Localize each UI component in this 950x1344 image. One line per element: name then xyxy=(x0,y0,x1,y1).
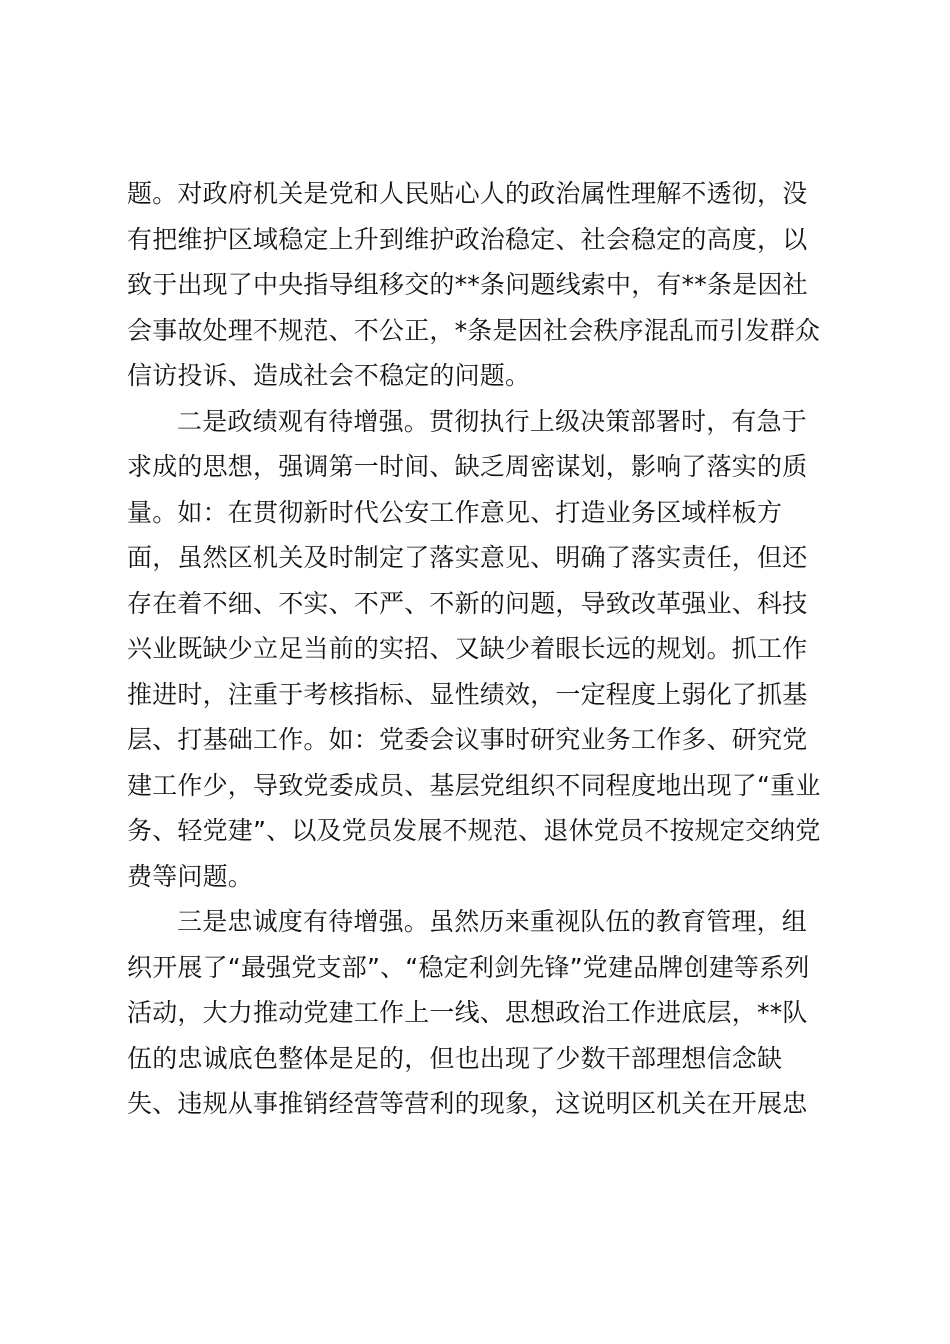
text-line: 题。对政府机关是党和人民贴心人的政治属性理解不透彻，没 xyxy=(127,179,808,208)
text-line: 信访投诉、造成社会不稳定的问题。 xyxy=(127,361,531,390)
text-line: 存在着不细、不实、不严、不新的问题，导致改革强业、科技 xyxy=(127,588,808,618)
text-line: 量。如：在贯彻新时代公安工作意见、打造业务区域样板方 xyxy=(127,497,783,527)
paragraph-1 xyxy=(127,171,837,399)
text-line: 活动，大力推动党建工作上一线、思想政治工作进底层，**队 xyxy=(127,998,808,1027)
paragraph-2 xyxy=(127,399,837,900)
paragraph-heading-line: 三是忠诚度有待增强。虽然历来重视队伍的教育管理，组 xyxy=(177,907,808,936)
text-line: 建工作少，导致党委成员、基层党组织不同程度地出现了“重业 xyxy=(127,770,821,800)
text-line: 有把维护区域稳定上升到维护政治稳定、社会稳定的高度，以 xyxy=(127,224,808,254)
paragraph-heading-line: 二是政绩观有待增强。贯彻执行上级决策部署时，有急于 xyxy=(177,406,808,436)
text-line: 费等问题。 xyxy=(127,861,254,891)
text-line: 务、轻党建”、以及党员发展不规范、退休党员不按规定交纳党 xyxy=(127,816,821,845)
text-line: 求成的思想，强调第一时间、缺乏周密谋划，影响了落实的质 xyxy=(127,452,808,481)
text-line: 致于出现了中央指导组移交的**条问题线索中，有**条是因社 xyxy=(127,270,808,299)
text-line: 会事故处理不规范、不公正，*条是因社会秩序混乱而引发群众 xyxy=(127,315,821,345)
text-line: 伍的忠诚底色整体是足的，但也出现了少数干部理想信念缺 xyxy=(127,1043,783,1073)
text-line: 层、打基础工作。如：党委会议事时研究业务工作多、研究党 xyxy=(127,725,808,754)
text-line: 面，虽然区机关及时制定了落实意见、明确了落实责任，但还 xyxy=(127,543,808,572)
text-line: 织开展了“最强党支部”、“稳定利剑先锋”党建品牌创建等系列 xyxy=(127,952,810,982)
paragraph-3 xyxy=(127,899,837,1127)
document-body xyxy=(127,171,837,1127)
text-line: 兴业既缺少立足当前的实招、又缺少着眼长远的规划。抓工作 xyxy=(127,634,808,663)
text-line: 推进时，注重于考核指标、显性绩效，一定程度上弱化了抓基 xyxy=(127,679,808,709)
text-line: 失、违规从事推销经营等营利的现象，这说明区机关在开展忠 xyxy=(127,1089,808,1118)
